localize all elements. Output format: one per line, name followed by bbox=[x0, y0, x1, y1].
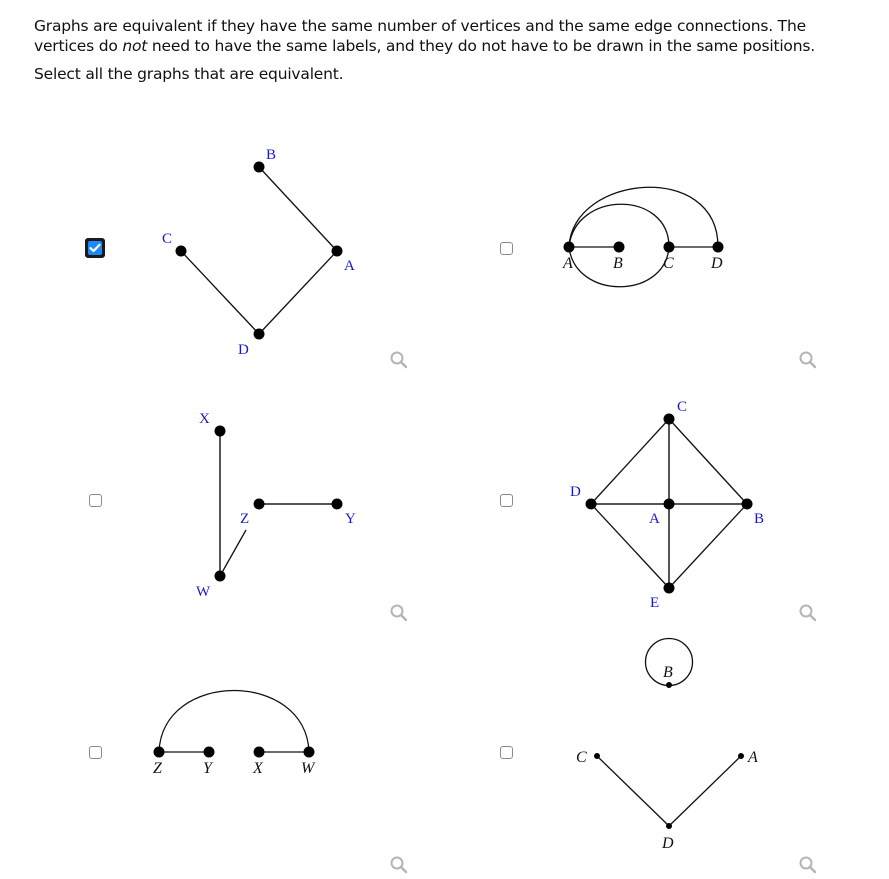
vertex-label-a: A bbox=[344, 258, 355, 274]
vertex-label-e: E bbox=[650, 595, 660, 611]
vertex-label-c: C bbox=[677, 399, 688, 415]
vertex-label-y: Y bbox=[345, 511, 356, 527]
vertex-label-d: D bbox=[711, 255, 723, 272]
option-4-graph[interactable] bbox=[570, 399, 764, 611]
vertex-label-x: X bbox=[199, 411, 210, 427]
vertex-label-y: Y bbox=[203, 760, 212, 777]
vertex-label-a: A bbox=[563, 255, 573, 272]
vertex-label-b: B bbox=[266, 147, 277, 163]
question-instruction: Select all the graphs that are equivalent. bbox=[34, 65, 344, 83]
option-3-graph[interactable] bbox=[196, 411, 356, 600]
vertex-label-b: B bbox=[613, 255, 623, 272]
vertex-label-a: A bbox=[649, 511, 660, 527]
vertex-label-b: B bbox=[754, 511, 765, 527]
vertex-label-d: D bbox=[238, 342, 249, 358]
option-1-graph[interactable] bbox=[162, 147, 355, 358]
vertex-label-d: D bbox=[662, 835, 674, 852]
vertex-label-d: D bbox=[570, 484, 581, 500]
question-text: Graphs are equivalent if they have the same number of vertices and the same edge connections. The vertices do not need to have the same labels, and they do not have to be drawn in the same positions. bbox=[34, 17, 815, 55]
vertex-label-z: Z bbox=[240, 511, 250, 527]
vertex-label-a: A bbox=[748, 749, 758, 766]
vertex-label-x: X bbox=[253, 760, 263, 777]
vertex-label-w: W bbox=[301, 760, 315, 777]
vertex-label-c: C bbox=[162, 231, 173, 247]
option-5-graph[interactable] bbox=[153, 691, 316, 778]
vertex-label-c: C bbox=[576, 749, 587, 766]
vertex-label-b: B bbox=[663, 664, 673, 681]
option-6-graph[interactable] bbox=[576, 639, 758, 853]
option-2-graph[interactable] bbox=[562, 187, 724, 287]
vertex-label-w: W bbox=[196, 584, 211, 600]
vertex-label-z: Z bbox=[153, 760, 162, 777]
vertex-label-c: C bbox=[663, 255, 674, 272]
